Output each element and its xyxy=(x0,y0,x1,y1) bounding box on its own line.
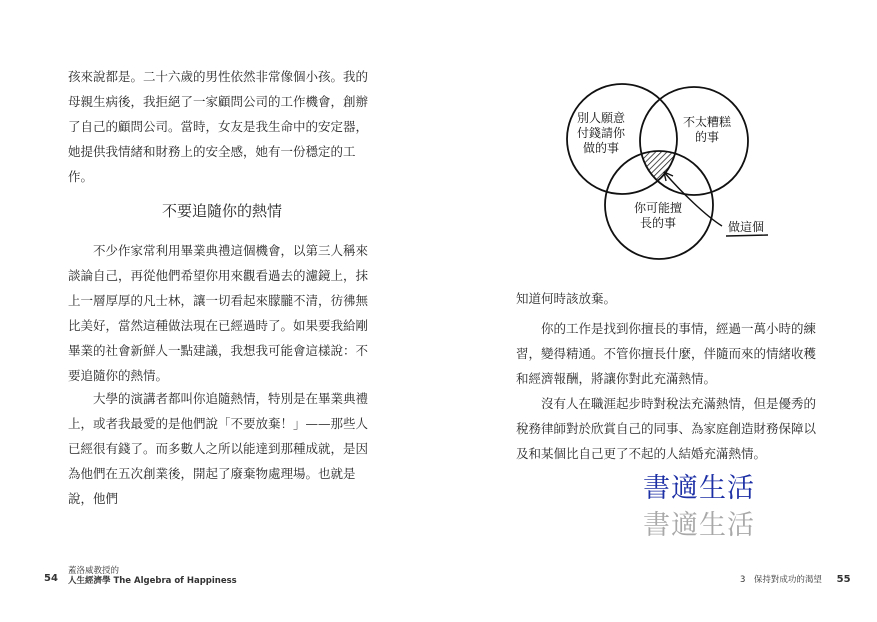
venn-diagram xyxy=(546,80,776,265)
footer-chapter: 3 保持對成功的渴望 xyxy=(740,575,822,585)
venn-pointer-label: 做這個 xyxy=(727,220,765,234)
left-page-number: 54 xyxy=(44,573,58,584)
left-paragraph-3: 大學的演講者都叫你追隨熱情，特別是在畢業典禮上，或者我最愛的是他們說「不要放棄！」——那些人已經很有錢了。而多數人之所以能達到那種成就，是因為他們在五次創業後，開起了廢棄物處理場。也就是說，他們 xyxy=(68,391,369,506)
left-paragraph-2: 不少作家常利用畢業典禮這個機會，以第三人稱來談論自己，再從他們希望你用來觀看過去的濾鏡上，抹上一層厚厚的凡士林，讓一切看起來朦朧不清，彷彿無比美好，當然這種做法現在已經過時了。如果要我給剛畢業的社會新鮮人一點建議，我想我可能會這樣說：不要追隨你的熱情。 xyxy=(68,243,369,383)
right-footer xyxy=(740,573,851,585)
watermark-blue: 書適生活 xyxy=(643,473,755,504)
venn-left-line-3: 做的事 xyxy=(582,141,620,155)
footer-book-title: 人生經濟學 The Algebra of Happiness xyxy=(68,576,237,586)
right-page-number: 55 xyxy=(836,574,851,585)
watermark-gray: 書適生活 xyxy=(643,510,755,541)
right-paragraph-1: 知道何時該放棄。 xyxy=(516,291,617,306)
right-paragraph-2: 你的工作是找到你擅長的事情，經過一萬小時的練習，變得精通。不管你擅長什麼，伴隨而來的情緒收穫和經濟報酬，將讓你對此充滿熱情。 xyxy=(516,321,817,386)
right-paragraph-3: 沒有人在職涯起步時對稅法充滿熱情，但是優秀的稅務律師對於欣賞自己的同事、為家庭創造財務保障以及和某個比自己更了不起的人結婚充滿熱情。 xyxy=(516,396,817,461)
venn-right-line-1: 不太糟糕 xyxy=(682,115,732,129)
venn-left-line-2: 付錢請你 xyxy=(576,126,626,140)
left-page xyxy=(0,0,438,622)
venn-label-underline xyxy=(726,235,768,236)
section-heading: 不要追隨你的熱情 xyxy=(161,202,282,220)
footer-author: 蓋洛威教授的 xyxy=(68,566,120,576)
venn-bottom-line-2: 長的事 xyxy=(639,216,677,230)
venn-bottom-line-1: 你可能擅 xyxy=(633,201,683,215)
venn-left-line-1: 別人願意 xyxy=(576,111,626,125)
venn-right-line-2: 的事 xyxy=(694,130,720,144)
left-paragraph-1: 孩來說都是。二十六歲的男性依然非常像個小孩。我的母親生病後，我拒絕了一家顧問公司的工作機會，創辦了自己的顧問公司。當時，女友是我生命中的安定器，她提供我情緒和財務上的安全感，她有一份穩定的工作。 xyxy=(68,69,369,184)
